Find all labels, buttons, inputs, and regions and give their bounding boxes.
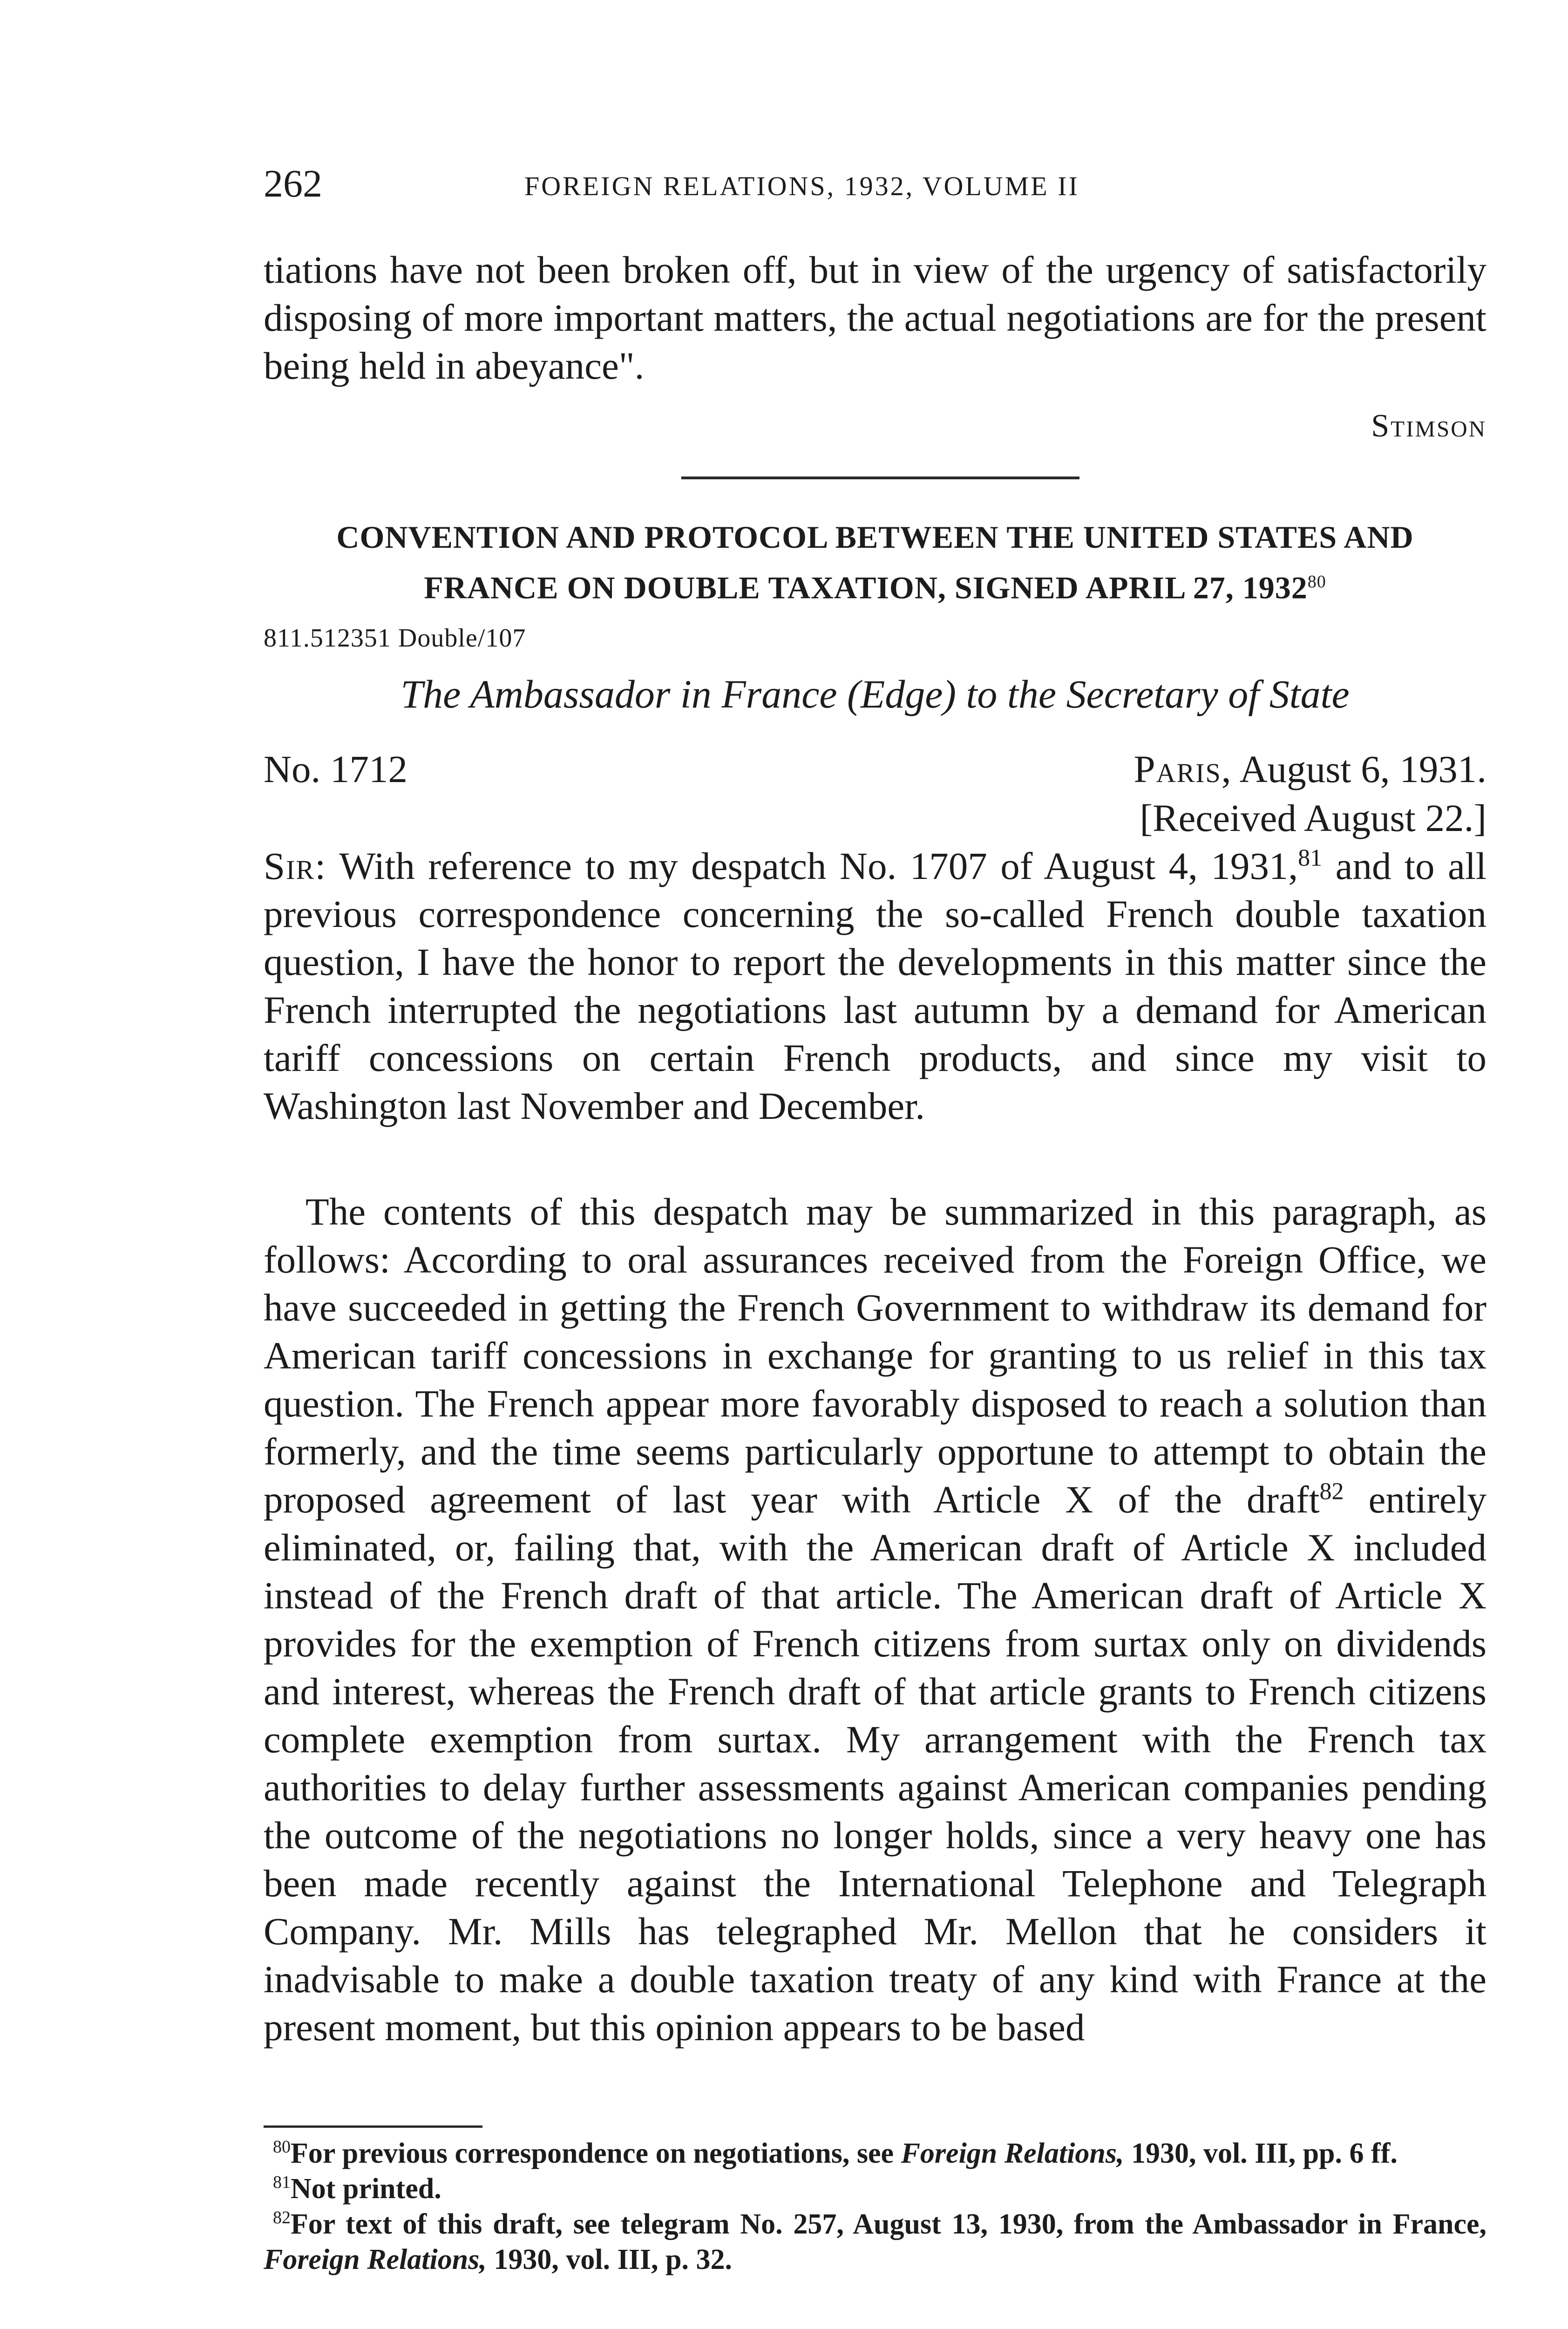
despatch-number: No. 1712 (264, 748, 407, 790)
date: August 6, 1931. (1239, 748, 1487, 790)
body-paragraph-2-part2: entirely eliminated, or, failing that, with the American draft of Article X included instead of the French draft of that article. The American draft of Article X provides for the exemption of French citizens from surtax only on dividends and interest, whereas the French draft of that article grants to French citizens complete exemption from surtax. My arrangement with the French tax authorities to delay further assessments against American companies pending the outcome of the negotiations no longer holds, since a very heavy one has been made recently against the International Telephone and Telegraph Company. Mr. Mills has telegraphed Mr. Mellon that he considers it inadvisable to make a double taxation treaty of any kind with France at the present moment, but this opinion appears to be based (264, 1478, 1487, 2049)
section-heading-line2 (264, 559, 1487, 610)
footnote-text: Not printed. (291, 2173, 441, 2205)
footnote-81 (264, 2171, 1487, 2206)
body-paragraph-1-block (264, 842, 1487, 1130)
footnote-82 (264, 2206, 1487, 2277)
running-title: FOREIGN RELATIONS, 1932, VOLUME II (524, 171, 1079, 201)
body-paragraph-1-part1: With reference to my despatch No. 1707 of August 4, 1931, (339, 844, 1298, 887)
footnote-ref-82: 82 (1319, 1478, 1344, 1505)
section-heading-footnote-ref: 80 (1307, 572, 1326, 592)
document-title: The Ambassador in France (Edge) to the Secretary of State (400, 672, 1350, 716)
footnote-text: For previous correspondence on negotiations, see (291, 2138, 894, 2169)
footnote-mark: 81 (273, 2172, 291, 2193)
footnote-ref-81: 81 (1298, 844, 1323, 872)
footnote-italic: Foreign Relations, (264, 2244, 487, 2275)
place: Paris, (1134, 748, 1232, 790)
body-paragraph-1-part2: and to all previous correspondence concerning the so-called French double taxation question, I have the honor to report the developments in this matter since the French interrupted the negotiations last autumn by a demand for American tariff concessions on certain French products, and since my visit to Washington last November and December. (264, 844, 1487, 1127)
footnote-mark: 80 (273, 2137, 291, 2157)
salutation: Sir: (264, 844, 327, 887)
body-paragraph-2-block (264, 1188, 1487, 2051)
footnote-text-after: 1930, vol. III, p. 32. (494, 2244, 732, 2275)
section-heading-line2-text: FRANCE ON DOUBLE TAXATION, SIGNED APRIL 27, 1932 (424, 570, 1308, 606)
body-paragraph-2-part1: The contents of this despatch may be summarized in this paragraph, as follows: According to oral assurances received from the Foreign Office, we have succeeded in getting the French Government to withdraw its demand for American tariff concessions in exchange for granting to us relief in this tax question. The French appear more favorably disposed to reach a solution than formerly, and the time seems particularly opportune to attempt to obtain the proposed agreement of last year with Article X of the draft (264, 1190, 1487, 1521)
footnote-italic: Foreign Relations, (901, 2138, 1124, 2169)
footnotes (264, 2136, 1487, 2277)
footnote-mark: 82 (273, 2208, 291, 2228)
footnote-divider (264, 2125, 482, 2128)
section-divider (681, 477, 1079, 479)
section-heading (264, 515, 1487, 610)
body-paragraph-1 (264, 842, 1487, 1130)
running-head (264, 161, 1487, 217)
signature: Stimson (1371, 408, 1487, 444)
section-heading-line1: CONVENTION AND PROTOCOL BETWEEN THE UNITED STATES AND (336, 519, 1414, 555)
place-date (1134, 745, 1487, 793)
continued-paragraph: tiations have not been broken off, but in view of the urgency of satisfactorily disposing of more important matters, the actual negotiations are for the present being held in abeyance". (264, 248, 1487, 387)
file-number: 811.512351 Double/107 (264, 624, 526, 653)
footnote-text: For text of this draft, see telegram No. 257, August 13, 1930, from the Ambassador in France, (291, 2208, 1487, 2240)
footnote-text-after: 1930, vol. III, pp. 6 ff. (1131, 2138, 1398, 2169)
page-number: 262 (264, 162, 322, 205)
body-paragraph-2 (264, 1188, 1487, 2051)
continued-paragraph-block (264, 246, 1487, 390)
footnote-80 (264, 2136, 1487, 2171)
received-date: [Received August 22.] (1140, 797, 1487, 839)
